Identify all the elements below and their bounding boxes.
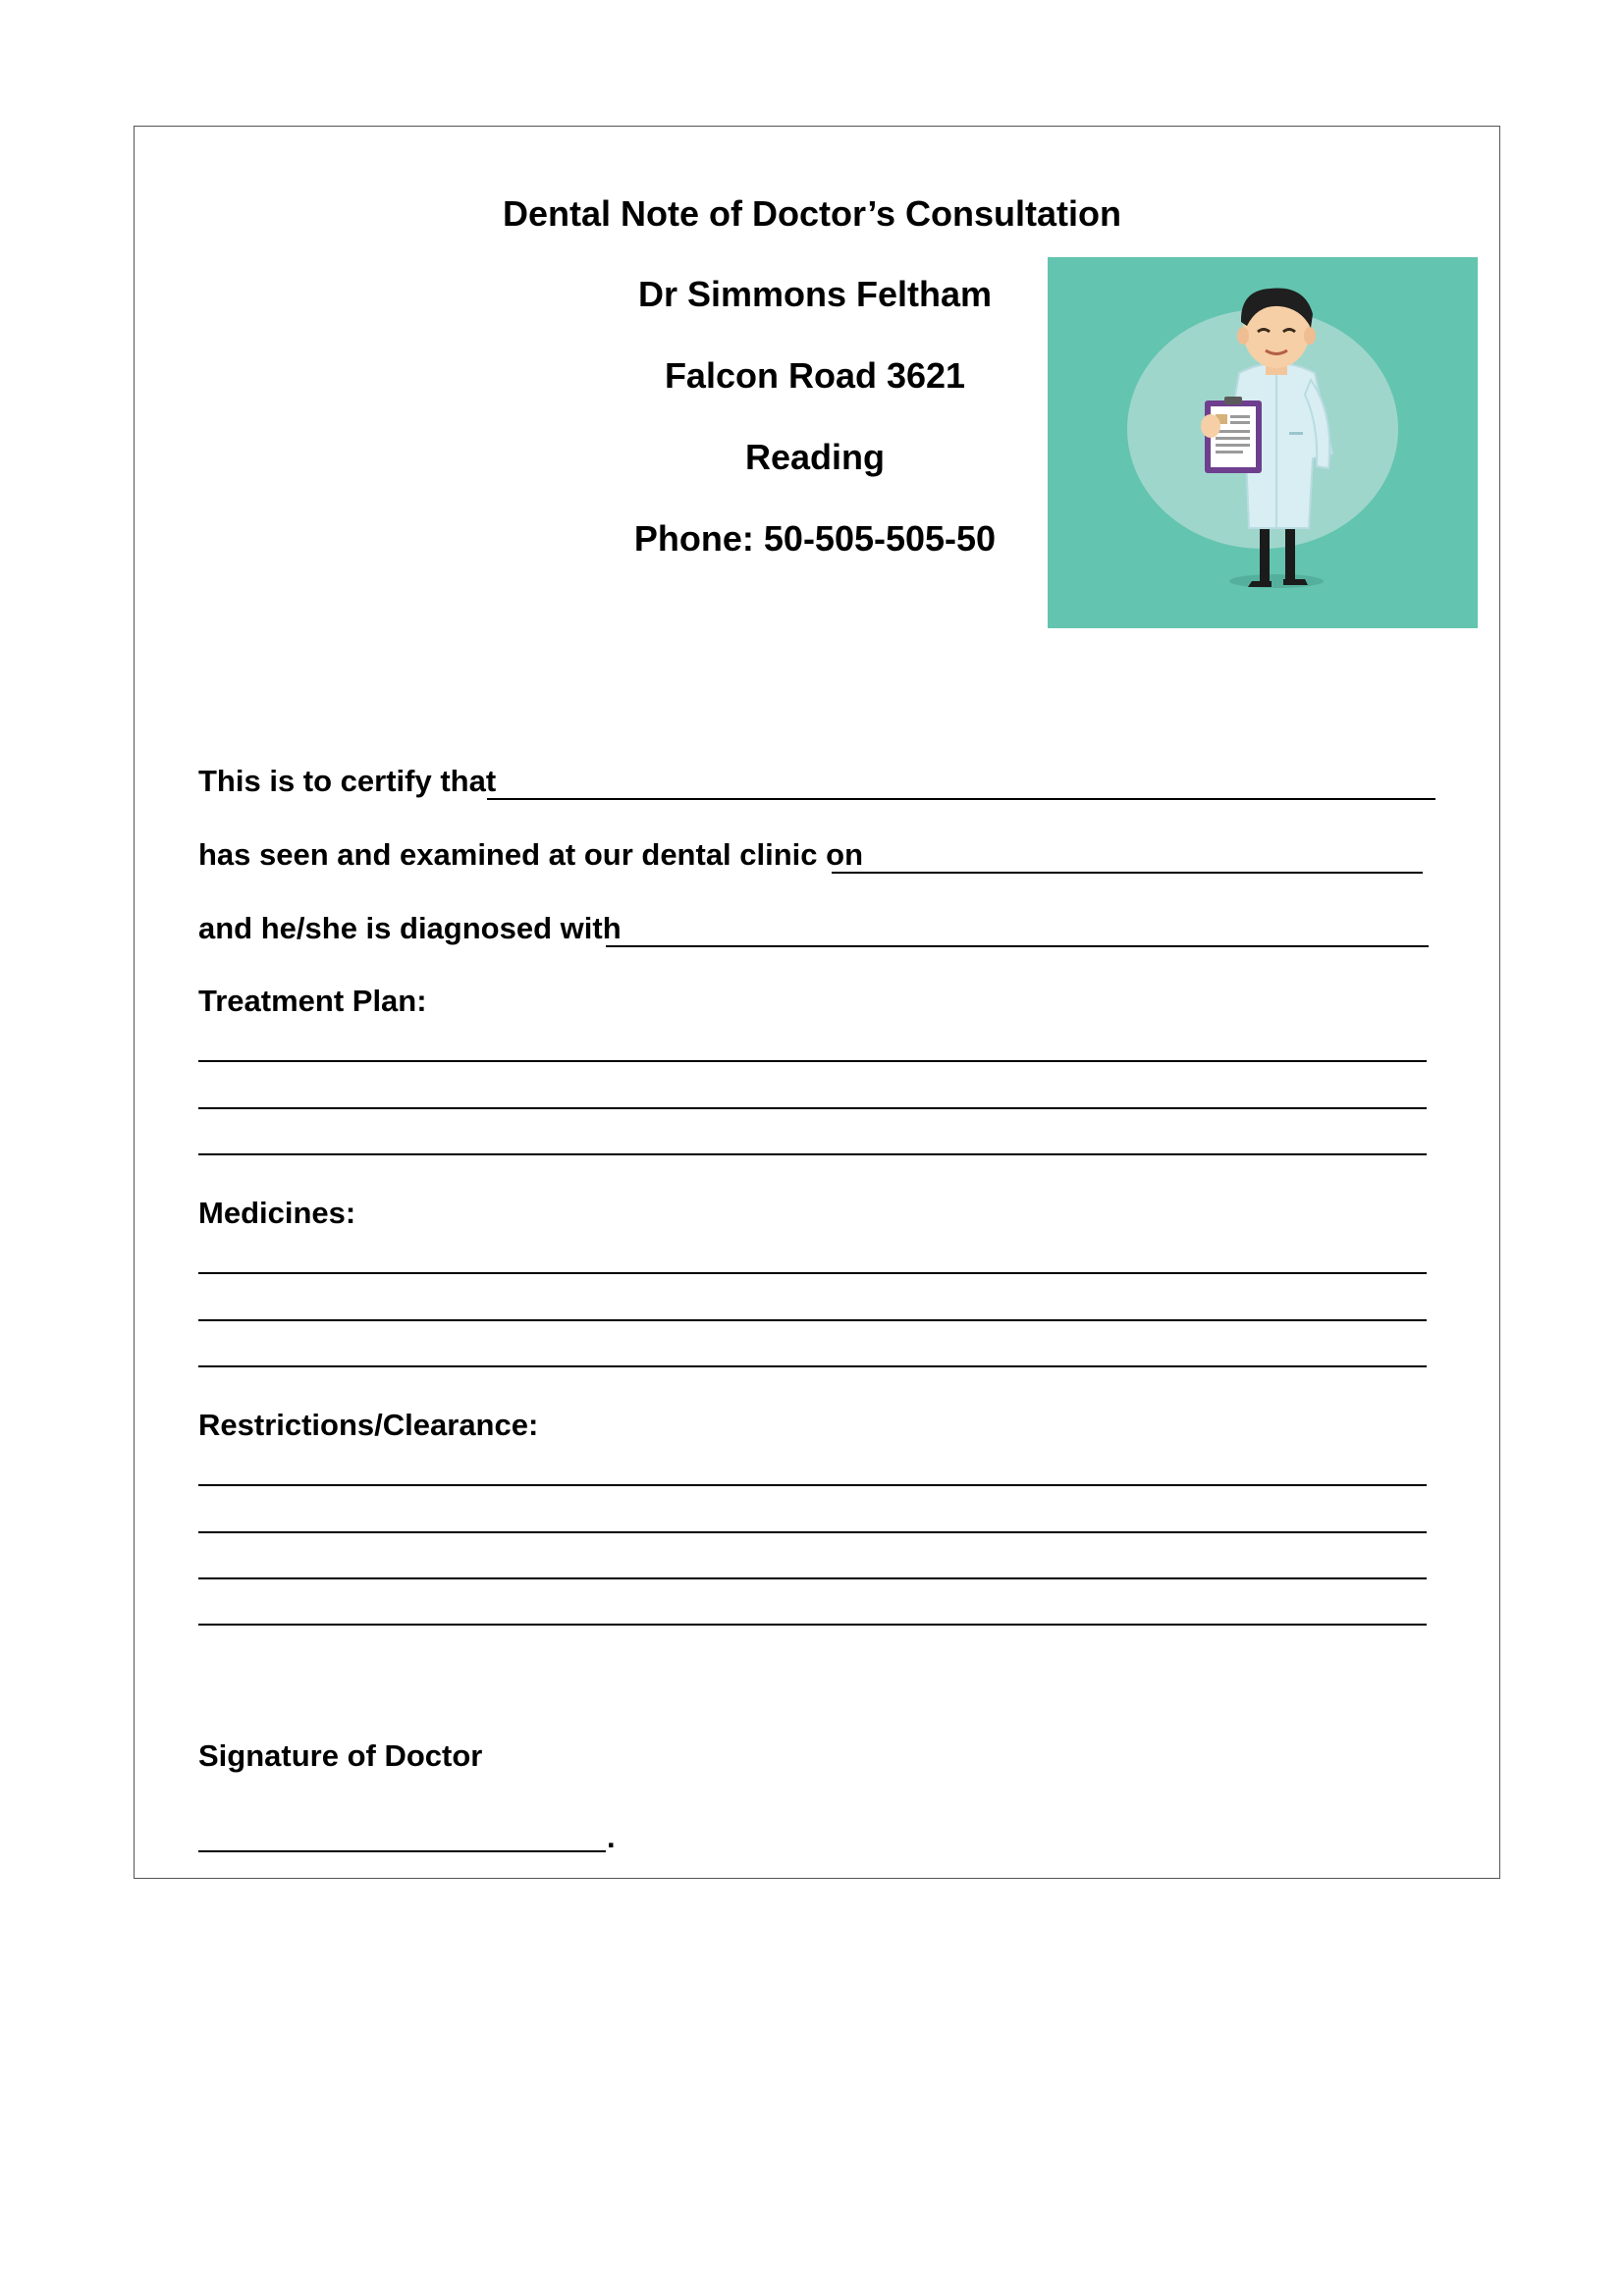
address-street: Falcon Road 3621 (664, 355, 966, 396)
signature-line[interactable] (198, 1850, 606, 1852)
diagnosed-label: and he/she is diagnosed with (198, 911, 622, 945)
patient-name-line[interactable] (487, 798, 1435, 800)
phone-number: Phone: 50-505-505-50 (633, 518, 997, 559)
examination-date-line[interactable] (832, 872, 1423, 874)
restrictions-line[interactable] (198, 1624, 1427, 1626)
examined-label: has seen and examined at our dental clinic on (198, 837, 864, 872)
treatment-plan-line[interactable] (198, 1060, 1427, 1062)
address-city: Reading (744, 437, 885, 477)
medicines-label: Medicines: (198, 1196, 356, 1230)
diagnosis-field[interactable] (198, 911, 1435, 950)
examined-date-field[interactable] (198, 837, 1435, 877)
treatment-plan-label: Treatment Plan: (198, 984, 427, 1018)
certify-field[interactable] (198, 764, 1435, 803)
restrictions-label: Restrictions/Clearance: (198, 1408, 539, 1442)
medicines-line[interactable] (198, 1319, 1427, 1321)
medicines-line[interactable] (198, 1365, 1427, 1367)
document-title: Dental Note of Doctor’s Consultation (503, 193, 1121, 234)
doctor-name: Dr Simmons Feltham (637, 274, 993, 314)
signature-field[interactable] (198, 1816, 1435, 1855)
signature-period: . (607, 1820, 616, 1854)
diagnosis-line[interactable] (606, 945, 1429, 947)
restrictions-line[interactable] (198, 1484, 1427, 1486)
certify-label: This is to certify that (198, 764, 497, 798)
restrictions-line[interactable] (198, 1531, 1427, 1533)
medicines-line[interactable] (198, 1272, 1427, 1274)
signature-label: Signature of Doctor (198, 1738, 483, 1773)
treatment-plan-line[interactable] (198, 1107, 1427, 1109)
restrictions-line[interactable] (198, 1577, 1427, 1579)
doctor-illustration (1048, 257, 1478, 628)
treatment-plan-line[interactable] (198, 1153, 1427, 1155)
